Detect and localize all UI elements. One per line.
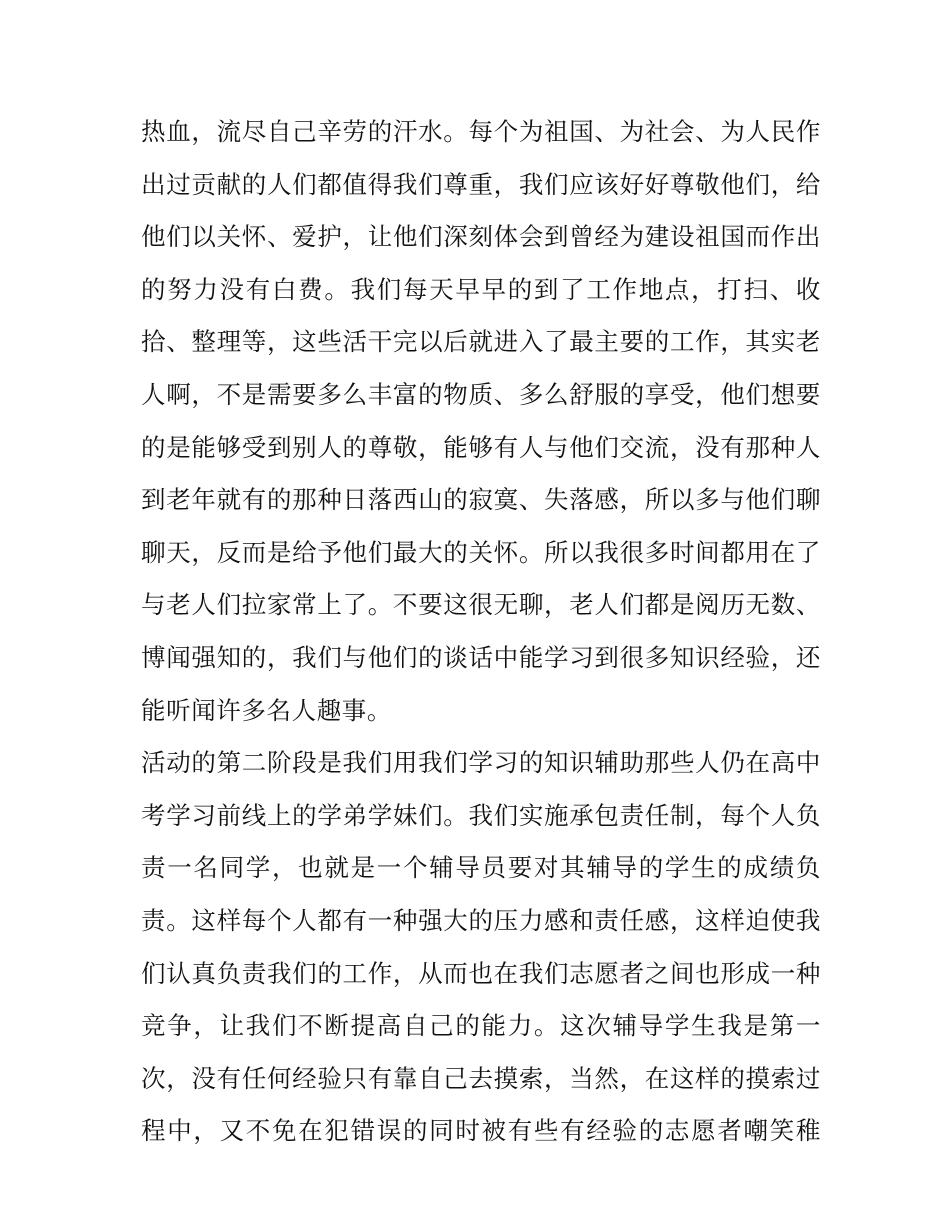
- text-line: 的是能够受到别人的尊敬，能够有人与他们交流，没有那种人: [141, 432, 821, 462]
- text-line: 们认真负责我们的工作，从而也在我们志愿者之间也形成一种: [141, 958, 821, 988]
- paragraph-1: [141, 106, 821, 737]
- text-line: 到老年就有的那种日落西山的寂寞、失落感，所以多与他们聊: [141, 485, 821, 515]
- document-body: [141, 106, 821, 1158]
- text-line: 人啊，不是需要多么丰富的物质、多么舒服的享受，他们想要: [141, 379, 821, 409]
- text-line: 热血，流尽自己辛劳的汗水。每个为祖国、为社会、为人民作: [141, 117, 821, 146]
- paragraph-2: [141, 737, 821, 1158]
- text-line: 考学习前线上的学弟学妹们。我们实施承包责任制，每个人负: [141, 800, 821, 830]
- text-line: 活动的第二阶段是我们用我们学习的知识辅助那些人仍在高中: [141, 748, 821, 778]
- text-line: 拾、整理等，这些活干完以后就进入了最主要的工作，其实老: [141, 327, 821, 357]
- text-line: 出过贡献的人们都值得我们尊重，我们应该好好尊敬他们，给: [141, 169, 821, 199]
- text-line: 的努力没有白费。我们每天早早的到了工作地点，打扫、收: [141, 274, 821, 304]
- text-line: 竞争，让我们不断提高自己的能力。这次辅导学生我是第一: [141, 1011, 821, 1041]
- text-line: 他们以关怀、爱护，让他们深刻体会到曾经为建设祖国而作出: [141, 222, 821, 252]
- text-line: 次，没有任何经验只有靠自己去摸索，当然，在这样的摸索过: [141, 1063, 821, 1093]
- text-line: 程中，又不免在犯错误的同时被有些有经验的志愿者嘲笑稚: [141, 1116, 821, 1146]
- text-line: 与老人们拉家常上了。不要这很无聊，老人们都是阅历无数、: [141, 590, 821, 620]
- text-line: 聊天，反而是给予他们最大的关怀。所以我很多时间都用在了: [141, 537, 821, 567]
- text-line: 责。这样每个人都有一种强大的压力感和责任感，这样迫使我: [141, 905, 821, 935]
- text-line: 责一名同学，也就是一个辅导员要对其辅导的学生的成绩负: [141, 853, 821, 883]
- text-line: 能听闻许多名人趣事。: [141, 695, 392, 725]
- text-line: 博闻强知的，我们与他们的谈话中能学习到很多知识经验，还: [141, 642, 821, 672]
